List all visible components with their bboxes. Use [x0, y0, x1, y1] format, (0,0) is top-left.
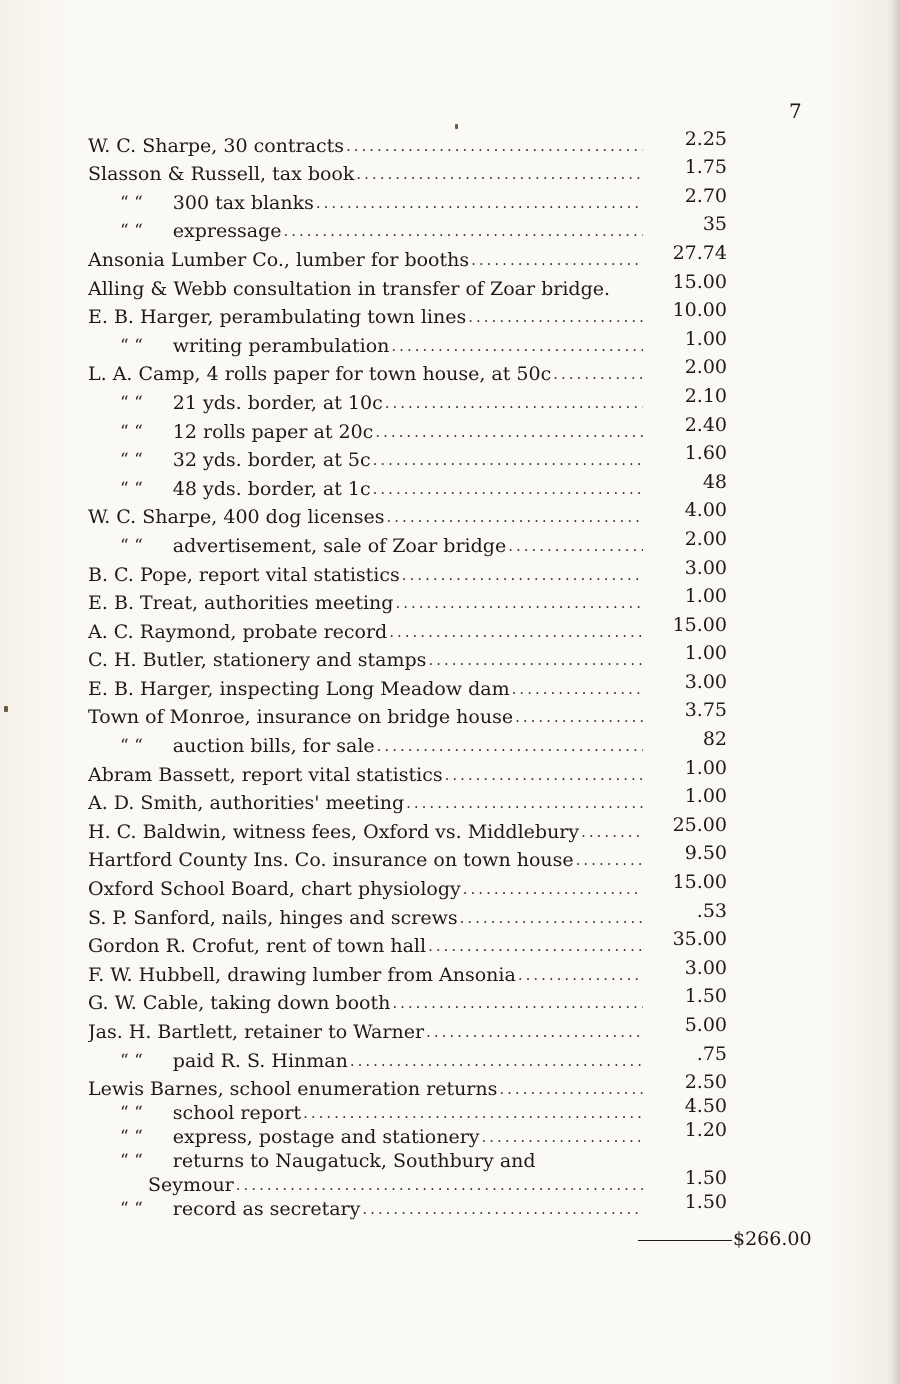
entry-description — [88, 1021, 643, 1043]
entry-text: auction bills, for sale — [172, 735, 375, 758]
expense-ledger — [88, 128, 822, 1254]
entry-text: A. C. Raymond, probate record — [88, 620, 388, 643]
entry-amount: 3.75 — [684, 699, 727, 722]
entry-description — [88, 506, 643, 528]
entry-text: W. C. Sharpe, 400 dog licenses — [88, 506, 385, 529]
ledger-row — [88, 557, 822, 586]
dot-leader — [426, 1021, 643, 1043]
ledger-row — [88, 728, 822, 757]
entry-text: G. W. Cable, taking down booth — [88, 992, 391, 1015]
ledger-row — [88, 414, 822, 443]
entry-description — [88, 421, 643, 443]
entry-amount: .53 — [696, 899, 727, 922]
dot-leader — [553, 363, 643, 385]
ledger-row — [88, 328, 822, 357]
entry-description — [88, 535, 643, 557]
entry-text: 48 yds. border, at 1c — [172, 477, 371, 500]
entry-description — [88, 163, 643, 185]
ditto-mark: “ “ — [120, 1050, 143, 1071]
dot-leader — [428, 649, 643, 671]
entry-text: E. B. Harger, perambulating town lines — [88, 306, 467, 329]
entry-text: C. H. Butler, stationery and stamps — [88, 649, 427, 672]
entry-description — [88, 478, 643, 500]
entry-amount: 15.00 — [672, 871, 727, 894]
ditto-mark: “ “ — [120, 736, 143, 757]
entry-amount: 1.00 — [684, 642, 727, 665]
ledger-row — [88, 586, 822, 615]
entry-text: Town of Monroe, insurance on bridge house — [88, 706, 514, 729]
entry-text: returns to Naugatuck, Southbury and — [172, 1150, 536, 1173]
entry-amount: 1.00 — [684, 785, 727, 808]
entry-description — [88, 449, 643, 471]
entry-amount: 15.00 — [672, 613, 727, 636]
ledger-row — [88, 214, 822, 243]
entry-description — [88, 1198, 643, 1220]
ledger-row — [88, 1043, 822, 1072]
ledger-row — [88, 700, 822, 729]
entry-description — [88, 335, 643, 357]
dot-leader — [283, 220, 643, 242]
dot-leader — [303, 1102, 643, 1124]
entry-text: school report — [172, 1102, 302, 1125]
total-amount: $266.00 — [733, 1228, 812, 1251]
ledger-row — [88, 157, 822, 186]
ditto-mark: “ “ — [120, 221, 143, 242]
ledger-row — [88, 757, 822, 786]
dot-leader — [373, 449, 643, 471]
entry-amount: 1.50 — [684, 1191, 727, 1214]
entry-description — [88, 849, 643, 871]
dot-leader — [508, 535, 643, 557]
dot-leader — [482, 1126, 643, 1148]
entry-amount: 3.00 — [684, 670, 727, 693]
entry-description — [88, 306, 643, 328]
entry-text: advertisement, sale of Zoar bridge — [172, 534, 507, 557]
entry-text: record as secretary — [172, 1198, 361, 1221]
entry-description — [88, 1050, 643, 1072]
entry-description — [88, 735, 643, 757]
ledger-row — [88, 957, 822, 986]
entry-amount: 15.00 — [672, 270, 727, 293]
entry-text: Alling & Webb consultation in transfer of Zoar bridge. — [88, 277, 611, 300]
dot-leader — [236, 1174, 643, 1196]
dot-leader — [375, 421, 643, 443]
entry-amount: 82 — [702, 728, 727, 751]
entry-amount: 2.00 — [684, 527, 727, 550]
entry-description — [88, 935, 643, 957]
entry-amount: 5.00 — [684, 1014, 727, 1036]
entry-amount: 2.50 — [684, 1071, 727, 1094]
page-number: 7 — [789, 99, 802, 123]
dot-leader — [389, 621, 643, 643]
entry-amount: 2.10 — [684, 384, 727, 407]
dot-leader — [581, 821, 643, 843]
dot-leader — [460, 907, 643, 929]
dot-leader — [402, 564, 643, 586]
entry-amount: 2.25 — [684, 127, 727, 150]
dot-leader — [463, 878, 643, 900]
entry-text: expressage — [172, 220, 282, 243]
ledger-row — [88, 500, 822, 529]
dot-leader — [515, 706, 643, 728]
total-row — [88, 1220, 822, 1254]
entry-text: Abram Bassett, report vital statistics — [88, 763, 443, 786]
entry-description — [88, 964, 643, 986]
entry-text: Lewis Barnes, school enumeration returns — [88, 1078, 498, 1101]
entry-text: writing perambulation — [172, 334, 390, 357]
entry-text: E. B. Treat, authorities meeting — [88, 592, 394, 615]
ledger-row — [88, 242, 822, 271]
dot-leader — [512, 678, 643, 700]
dot-leader — [387, 506, 643, 528]
entry-text: E. B. Harger, inspecting Long Meadow dam — [88, 677, 510, 700]
ledger-row — [88, 786, 822, 815]
entry-description — [88, 1102, 643, 1124]
ledger-row — [88, 443, 822, 472]
entry-amount: 35.00 — [672, 928, 727, 951]
ledger-row — [88, 871, 822, 900]
entry-description — [88, 764, 643, 786]
entry-text: H. C. Baldwin, witness fees, Oxford vs. Middlebury — [88, 820, 580, 843]
entry-description — [88, 1174, 643, 1196]
ditto-mark: “ “ — [120, 421, 143, 442]
ledger-row — [88, 986, 822, 1015]
ledger-row — [88, 614, 822, 643]
entry-amount: .75 — [696, 1042, 727, 1065]
entry-amount: 2.70 — [684, 184, 727, 207]
entry-text: S. P. Sanford, nails, hinges and screws — [88, 906, 458, 929]
entry-text: 12 rolls paper at 20c — [172, 420, 374, 443]
dot-leader — [428, 935, 643, 957]
entry-amount: 2.40 — [684, 413, 727, 436]
entry-amount: 35 — [702, 213, 727, 236]
entry-text: Oxford School Board, chart physiology — [88, 878, 461, 901]
entry-description — [88, 649, 643, 671]
entry-text: F. W. Hubbell, drawing lumber from Ansonia — [88, 963, 516, 986]
entry-description — [88, 792, 643, 814]
ledger-row — [88, 671, 822, 700]
entry-text: express, postage and stationery — [172, 1126, 480, 1149]
dot-leader — [499, 1078, 643, 1100]
entry-text: Gordon R. Crofut, rent of town hall — [88, 935, 427, 958]
entry-description — [88, 1150, 643, 1172]
entry-amount: 10.00 — [672, 299, 727, 322]
dot-leader — [468, 306, 643, 328]
page-edge-shadow — [890, 0, 900, 1384]
entry-amount: 1.60 — [684, 442, 727, 465]
entry-amount: 3.00 — [684, 956, 727, 979]
entry-amount: 1.20 — [684, 1119, 727, 1142]
ledger-row — [88, 528, 822, 557]
dot-leader — [316, 192, 643, 214]
ditto-mark: “ “ — [120, 392, 143, 413]
entry-description — [88, 992, 643, 1014]
ditto-mark: “ “ — [120, 192, 143, 213]
entry-description — [88, 878, 643, 900]
entry-text: Jas. H. Bartlett, retainer to Warner — [88, 1021, 425, 1043]
entry-text: Ansonia Lumber Co., lumber for booths — [88, 248, 470, 271]
entry-amount: 1.50 — [684, 985, 727, 1008]
entry-amount: 1.75 — [684, 156, 727, 179]
dot-leader — [350, 1050, 643, 1072]
ditto-mark: “ “ — [120, 535, 143, 556]
entry-description — [88, 592, 643, 614]
dot-leader — [377, 735, 643, 757]
ledger-row — [88, 128, 822, 157]
entry-text: Hartford County Ins. Co. insurance on town house — [88, 849, 574, 872]
ledger-row — [88, 929, 822, 958]
ditto-mark: “ “ — [120, 450, 143, 471]
entry-description — [88, 249, 643, 271]
entry-description — [88, 1126, 643, 1148]
entry-description — [88, 821, 643, 843]
total-rule — [638, 1240, 732, 1241]
ink-speck — [4, 706, 8, 712]
entry-text: Slasson & Russell, tax book — [88, 163, 355, 186]
ledger-row — [88, 271, 822, 300]
entry-description — [88, 278, 643, 300]
dot-leader — [373, 478, 643, 500]
ledger-row — [88, 357, 822, 386]
dot-leader — [391, 335, 643, 357]
entry-text: A. D. Smith, authorities' meeting — [88, 792, 405, 815]
dot-leader — [445, 764, 643, 786]
ditto-mark: “ “ — [120, 1151, 143, 1172]
dot-leader — [392, 992, 643, 1014]
ledger-row — [88, 1191, 822, 1221]
entry-amount: 4.50 — [684, 1095, 727, 1118]
ledger-row — [88, 471, 822, 500]
ledger-row — [88, 1014, 822, 1043]
entry-description — [88, 678, 643, 700]
entry-text: B. C. Pope, report vital statistics — [88, 563, 400, 586]
entry-description — [88, 135, 643, 157]
entry-text: paid R. S. Hinman — [172, 1049, 348, 1072]
entry-amount: 27.74 — [672, 241, 727, 264]
entry-description — [88, 907, 643, 929]
entry-text: L. A. Camp, 4 rolls paper for town house, at 50c — [88, 363, 552, 386]
ditto-mark: “ “ — [120, 1199, 143, 1220]
entry-amount: 1.00 — [684, 756, 727, 779]
entry-description — [88, 706, 643, 728]
entry-amount: 1.00 — [684, 585, 727, 608]
dot-leader — [356, 163, 643, 185]
ditto-mark: “ “ — [120, 478, 143, 499]
entry-description — [88, 392, 643, 414]
ledger-row — [88, 300, 822, 329]
entry-text: 21 yds. border, at 10c — [172, 391, 383, 414]
ledger-row — [88, 814, 822, 843]
entry-text: 300 tax blanks — [172, 191, 314, 214]
entry-description — [88, 363, 643, 385]
entry-description — [88, 621, 643, 643]
dot-leader — [406, 792, 643, 814]
entry-amount: 48 — [702, 470, 727, 493]
entry-amount: 25.00 — [672, 813, 727, 836]
dot-leader — [518, 964, 643, 986]
entry-amount: 1.50 — [684, 1167, 727, 1190]
ledger-row — [88, 643, 822, 672]
entry-description — [88, 1078, 643, 1100]
ditto-mark: “ “ — [120, 1127, 143, 1148]
dot-leader — [576, 849, 643, 871]
ditto-mark: “ “ — [120, 335, 143, 356]
entry-amount: 2.00 — [684, 356, 727, 379]
dot-leader — [385, 392, 643, 414]
ledger-row — [88, 1119, 822, 1149]
entry-amount: 3.00 — [684, 556, 727, 579]
entry-description — [88, 564, 643, 586]
entry-text-continued: Seymour — [148, 1174, 234, 1197]
ledger-row — [88, 900, 822, 929]
ditto-mark: “ “ — [120, 1103, 143, 1124]
entry-amount: 1.00 — [684, 327, 727, 350]
entry-amount: 4.00 — [684, 499, 727, 522]
ledger-row — [88, 385, 822, 414]
entry-text: 32 yds. border, at 5c — [172, 449, 371, 472]
entry-text: W. C. Sharpe, 30 contracts — [88, 134, 344, 157]
entry-description — [88, 220, 643, 242]
entry-description — [88, 192, 643, 214]
dot-leader — [471, 249, 643, 271]
dot-leader — [346, 135, 643, 157]
dot-leader — [362, 1198, 643, 1220]
ledger-row — [88, 185, 822, 214]
ledger-row — [88, 843, 822, 872]
entry-amount: 9.50 — [684, 842, 727, 865]
dot-leader — [395, 592, 643, 614]
